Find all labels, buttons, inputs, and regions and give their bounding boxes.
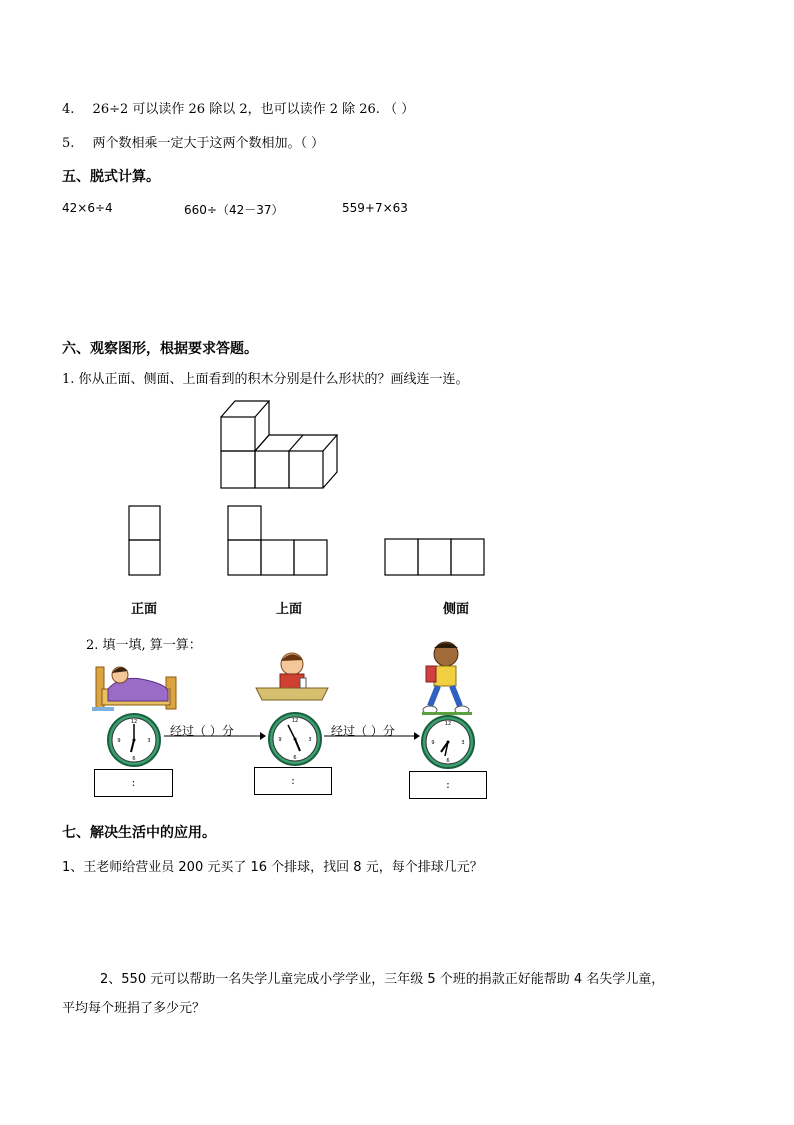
time-input-3[interactable]: : xyxy=(409,771,487,799)
child-eating-illustration xyxy=(252,648,332,708)
expr-3: 559+7×63 xyxy=(342,201,408,215)
clock-3 xyxy=(420,714,476,770)
svg-text:3: 3 xyxy=(461,740,465,746)
view-shape-side[interactable] xyxy=(384,538,486,578)
svg-text:6: 6 xyxy=(446,758,450,764)
section-6-title: 六、观察图形，根据要求答题。 xyxy=(62,341,258,357)
svg-text:9: 9 xyxy=(278,737,282,743)
svg-text:9: 9 xyxy=(431,740,435,746)
problem-2-line-2: 平均每个班捐了多少元？ xyxy=(62,1001,206,1016)
child-in-bed-illustration xyxy=(92,655,182,713)
svg-text:12: 12 xyxy=(444,721,452,727)
label-front[interactable]: 正面 xyxy=(131,602,158,617)
svg-text:3: 3 xyxy=(147,738,151,744)
elapsed-label-2: 经过（ ）分 xyxy=(331,724,395,738)
label-top[interactable]: 上面 xyxy=(276,602,303,617)
svg-text:12: 12 xyxy=(130,719,138,725)
sec6-q2: 2. 填一填, 算一算： xyxy=(86,638,202,653)
q5-text: 两个数相乘一定大于这两个数相加。（ ） xyxy=(92,136,325,151)
expr-2: 660÷（42－37） xyxy=(184,203,284,217)
label-side[interactable]: 侧面 xyxy=(443,602,470,617)
time-input-2[interactable]: : xyxy=(254,767,332,795)
q4-number: 4. xyxy=(62,102,75,117)
clock-2 xyxy=(267,711,323,767)
svg-text:6: 6 xyxy=(132,756,136,762)
problem-2-line-1: 2、550 元可以帮助一名失学儿童完成小学学业，三年级 5 个班的捐款正好能帮助 4 名失学儿童， xyxy=(100,972,665,987)
view-shape-top[interactable] xyxy=(227,505,329,577)
svg-text:9: 9 xyxy=(117,738,121,744)
q5-number: 5. xyxy=(62,136,75,151)
judge-q4 xyxy=(62,98,414,117)
child-walking-illustration xyxy=(420,638,476,716)
svg-text:12: 12 xyxy=(291,718,299,724)
sec6-q1: 1. 你从正面、侧面、上面看到的积木分别是什么形状的？画线连一连。 xyxy=(62,372,469,387)
time-input-1[interactable]: : xyxy=(94,769,173,797)
judge-q5 xyxy=(62,132,324,151)
q4-text: 26÷2 可以读作 26 除以 2，也可以读作 2 除 26. （ ） xyxy=(92,102,415,117)
section-5-title: 五、脱式计算。 xyxy=(62,169,160,185)
view-shape-front[interactable] xyxy=(128,505,162,577)
elapsed-label-1: 经过（ ）分 xyxy=(170,724,234,738)
svg-text:3: 3 xyxy=(308,737,312,743)
clock-1 xyxy=(106,712,162,768)
blocks-3d-figure xyxy=(215,395,350,495)
expr-1: 42×6÷4 xyxy=(62,201,113,215)
problem-1: 1、王老师给营业员 200 元买了 16 个排球，找回 8 元，每个排球几元？ xyxy=(62,860,483,875)
svg-text:6: 6 xyxy=(293,755,297,761)
section-7-title: 七、解决生活中的应用。 xyxy=(62,825,216,841)
